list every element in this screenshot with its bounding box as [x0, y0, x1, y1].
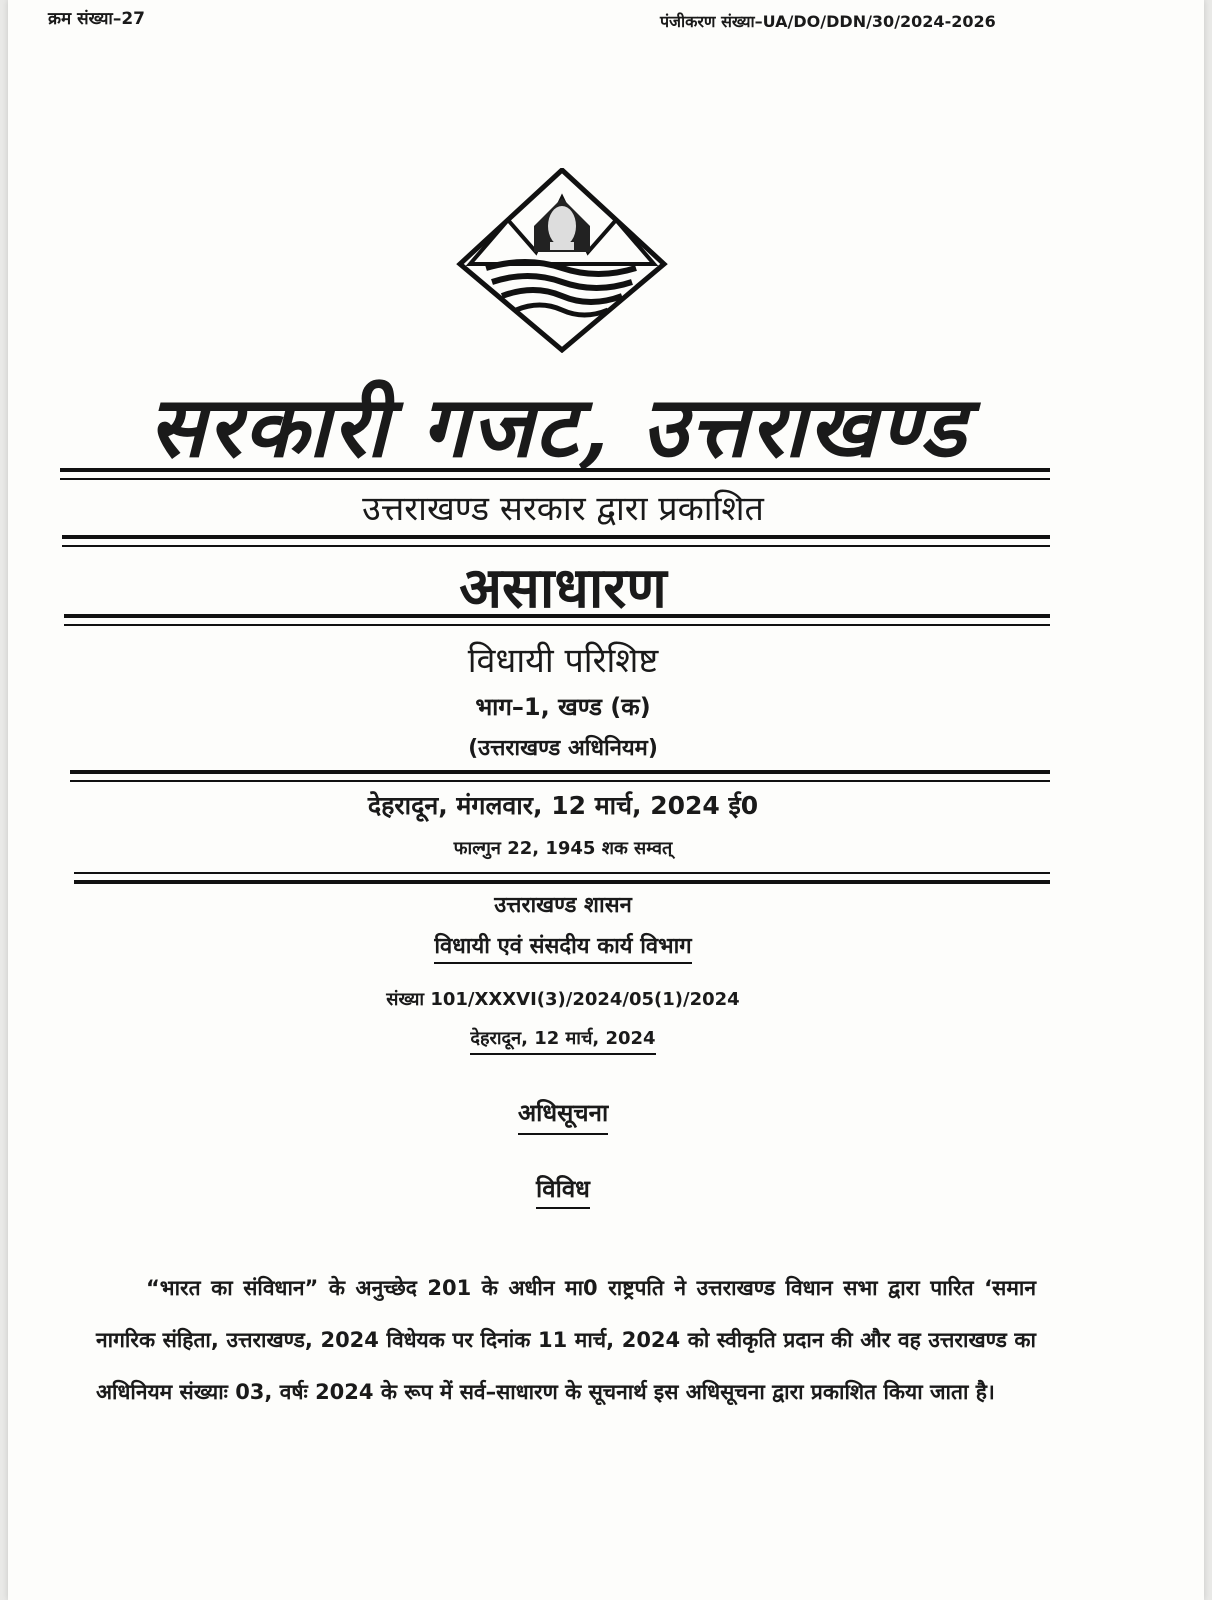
divider — [62, 535, 1050, 539]
uttarakhand-state-emblem-icon — [456, 168, 668, 353]
divider — [64, 614, 1050, 618]
notification-date: देहरादून, 12 मार्च, 2024 — [470, 1026, 655, 1055]
notification-subheading: विविध — [536, 1172, 590, 1209]
divider — [62, 545, 1050, 547]
divider — [74, 872, 1050, 874]
divider — [70, 770, 1050, 774]
notification-heading: अधिसूचना — [518, 1096, 608, 1135]
gregorian-date: देहरादून, मंगलवार, 12 मार्च, 2024 ई0 — [367, 791, 759, 820]
government-name: उत्तराखण्ड शासन — [494, 893, 632, 918]
divider — [70, 780, 1050, 782]
act-label: (उत्तराखण्ड अधिनियम) — [468, 736, 658, 761]
registration-number: पंजीकरण संख्या–UA/DO/DDN/30/2024-2026 — [660, 12, 996, 31]
notification-body: “भारत का संविधान” के अनुच्छेद 201 के अधीन मा0 राष्ट्रपति ने उत्तराखण्ड विधान सभा द्वारा पारित ‘समान नागरिक संहिता, उत्तराखण्ड, 2024 विधेयक पर दिनांक 11 मार्च, 2024 को स्वीकृति प्रदान की और वह उत्तराखण्ड का अधिनियम संख्याः 03, वर्षः 2024 के रूप में सर्व–साधारण के सूचनार्थ इस अधिसूचना द्वारा प्रकाशित किया जाता है। — [96, 1276, 1036, 1404]
divider — [60, 478, 1050, 480]
saka-date: फाल्गुन 22, 1945 शक सम्वत् — [453, 838, 673, 859]
notification-number: संख्या 101/XXXVI(3)/2024/05(1)/2024 — [386, 989, 740, 1010]
divider — [74, 880, 1050, 884]
gazette-page — [8, 0, 1204, 1600]
divider — [60, 468, 1050, 472]
serial-number: क्रम संख्या–27 — [48, 9, 145, 29]
publisher-line: उत्तराखण्ड सरकार द्वारा प्रकाशित — [362, 489, 764, 529]
supplement-title: विधायी परिशिष्ट — [467, 641, 659, 681]
part-label: भाग–1, खण्ड (क) — [475, 693, 651, 721]
edition-label: असाधारण — [459, 555, 667, 621]
gazette-title: सरकारी गजट, उत्तराखण्ड — [148, 377, 968, 476]
department-name: विधायी एवं संसदीय कार्य विभाग — [434, 930, 691, 964]
divider — [64, 624, 1050, 626]
